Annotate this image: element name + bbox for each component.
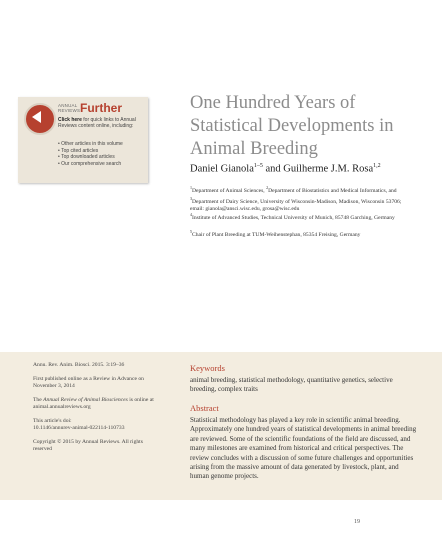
affiliation-3 [190, 228, 410, 239]
further-annual: ANNUAL [58, 103, 78, 108]
further-click-link[interactable]: Click here [58, 117, 82, 123]
keywords-heading: Keywords [190, 363, 225, 373]
further-desc-text: for quick links to Annual Reviews content online, including: [58, 117, 136, 129]
citation: Annu. Rev. Anim. Biosci. 2015. 3:19–36 [33, 362, 125, 368]
affil-2-text: Institute of Advanced Studies, Technical University of Munich, 85748 Garching, Germany [192, 214, 395, 221]
back-arrow-icon [32, 111, 41, 123]
further-box[interactable] [18, 97, 148, 183]
affil-sup-4: 4 [190, 212, 192, 217]
further-item-other-articles[interactable]: • Other articles in this volume [58, 141, 123, 148]
author-and: and [262, 163, 284, 175]
journal-name: Annual Review of Animal Biosciences [43, 397, 128, 403]
doi-label: This article's doi: [33, 418, 72, 424]
journal-prefix: The [33, 397, 44, 403]
further-list [58, 141, 123, 167]
title-line-2: Statistical Developments in [190, 116, 394, 136]
author-1: Daniel Gianola [190, 163, 254, 175]
copyright: Copyright © 2015 by Annual Reviews. All rights reserved [33, 439, 143, 452]
abstract-text: Statistical methodology has played a key role in scientific animal breeding. Approximately one hundred years of statistical developments in animal breeding are reviewed. Some of the scientific foundations of the field are discussed, and many milestones are examined from historical and critical perspectives. The review concludes with a discussion of some future challenges and opportunities arising from the massive amount of data generated by livestock, plant, and human genome projects. [190, 416, 417, 481]
author-2-sup: 1,2 [373, 163, 381, 169]
article-title [190, 92, 420, 161]
affil-sup-3: 3 [190, 195, 192, 201]
journal-suffix: is online at animal.annualreviews.org [33, 397, 154, 410]
author-2: Guilherme J.M. Rosa [283, 163, 374, 175]
doi-value[interactable]: 10.1146/annurev-animal-022114-110733 [33, 425, 125, 431]
affiliation-1 [190, 184, 410, 213]
affil-sup-1: 1 [190, 185, 192, 190]
page-number: 19 [354, 519, 360, 525]
affil-1b: Department of Biostatistics and Medical Informatics, and [268, 187, 397, 194]
journal-info [33, 397, 155, 411]
title-line-1: One Hundred Years of [190, 93, 356, 113]
abstract-heading: Abstract [190, 403, 219, 413]
affil-sup-2: 2 [266, 185, 269, 190]
author-1-sup: 1–5 [253, 163, 263, 169]
further-description [58, 117, 144, 129]
further-publisher [58, 103, 80, 113]
further-item-top-cited[interactable]: • Top cited articles [58, 148, 123, 155]
title-line-3: Animal Breeding [190, 139, 318, 159]
author-line [190, 163, 381, 175]
affil-3-text: Chair of Plant Breeding at TUM-Weihenstephan, 85354 Freising, Germany [192, 231, 361, 238]
affil-sup-5: 5 [190, 229, 192, 234]
keywords-text: animal breeding, statistical methodology, quantitative genetics, selective breeding, complex traits [190, 376, 393, 393]
affil-1c: Department of Dairy Science, University of Wisconsin-Madison, Madison, Wisconsin 53706; email: gianola@ansci.wisc.edu, grosa@wisc.edu [190, 198, 402, 212]
affiliation-2 [190, 211, 410, 222]
further-item-top-downloaded[interactable]: • Top downloaded articles [58, 154, 123, 161]
further-reviews: REVIEWS [58, 108, 81, 113]
further-title: Further [80, 101, 122, 115]
doi-block [33, 418, 155, 432]
affil-1a: Department of Animal Sciences, [192, 187, 267, 194]
further-item-search[interactable]: • Our comprehensive search [58, 161, 123, 168]
first-published: First published online as a Review in Advance on November 3, 2014 [33, 376, 144, 389]
